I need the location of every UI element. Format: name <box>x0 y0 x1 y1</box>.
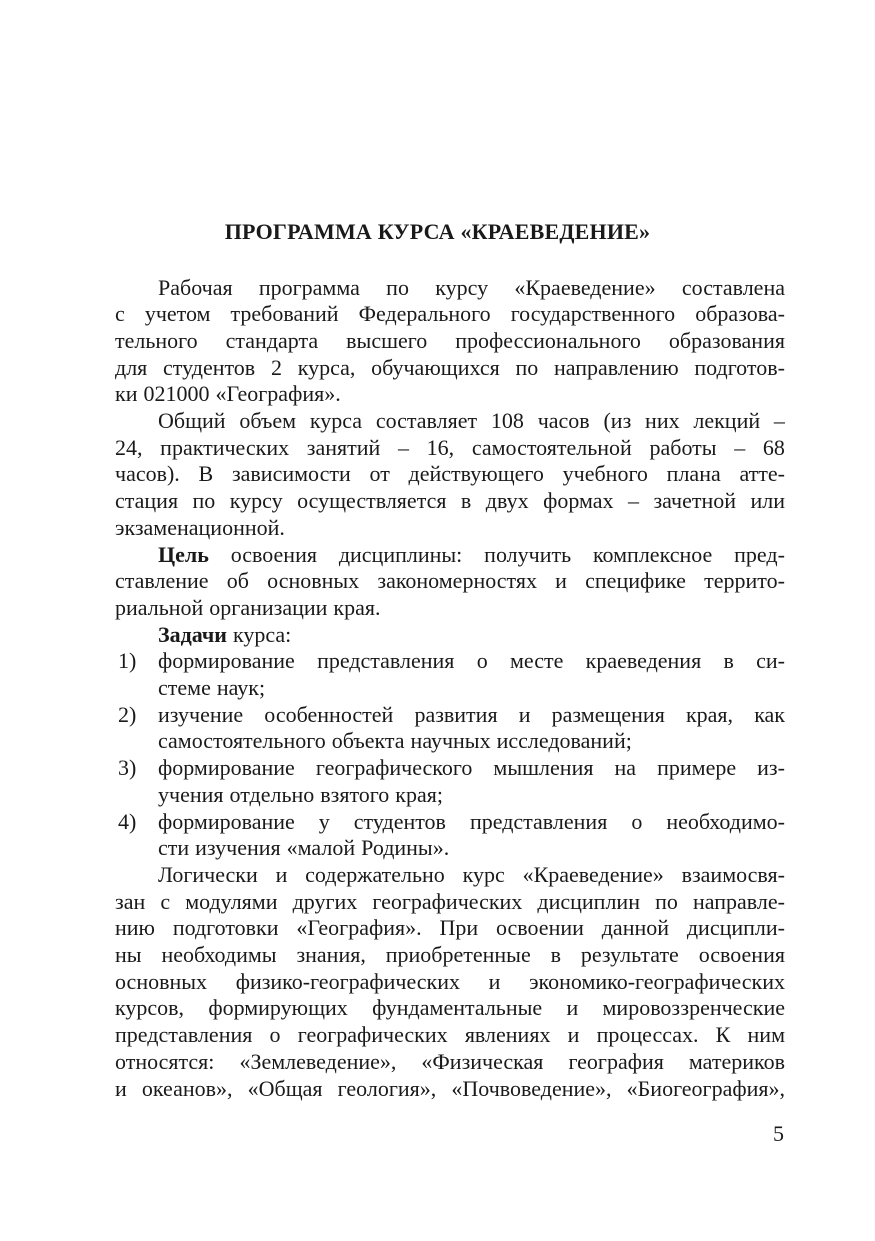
page-number: 5 <box>773 1121 784 1146</box>
text-line <box>115 994 785 1021</box>
text-line <box>158 861 785 888</box>
word: объем <box>239 408 297 433</box>
word: относятся: <box>115 1048 215 1074</box>
word: и <box>567 1022 580 1048</box>
word: – <box>627 488 639 514</box>
word: необходимо- <box>666 808 785 834</box>
word: или <box>750 488 785 514</box>
list-number: 1) <box>118 648 137 674</box>
text-line <box>115 487 785 514</box>
word: образования <box>668 327 785 353</box>
word: профессионального <box>455 327 641 353</box>
word: осуществляется <box>297 488 447 514</box>
word: Родины». <box>361 835 450 861</box>
word: «Физическая <box>421 1048 544 1074</box>
word: закономерностях <box>377 568 537 594</box>
word: си- <box>756 648 785 674</box>
word: них <box>645 408 680 433</box>
word: студентов <box>163 354 256 380</box>
word: в <box>460 488 472 514</box>
word: месте <box>509 648 564 674</box>
word: для <box>115 354 148 380</box>
text-line <box>115 594 785 621</box>
word: «Краеведение» <box>514 274 656 300</box>
word: на <box>614 755 637 781</box>
word: лекций <box>693 408 761 433</box>
text-line <box>115 354 785 381</box>
word: ним <box>747 1022 785 1048</box>
word: Логически <box>158 861 258 887</box>
word: в <box>550 942 561 967</box>
word: краеведения <box>585 648 702 674</box>
word: – <box>397 434 409 460</box>
word: о <box>269 1022 281 1048</box>
word: направлению <box>554 354 679 380</box>
word: самостоятельной <box>471 434 632 460</box>
word: и <box>555 568 567 594</box>
word: высшего <box>346 327 428 353</box>
word: нию <box>115 915 155 941</box>
word: 68 <box>762 434 785 460</box>
word: необходимы <box>161 942 277 967</box>
text-line <box>115 380 785 407</box>
word: курс <box>462 861 505 887</box>
word: атте- <box>739 461 785 487</box>
text-line <box>158 727 785 754</box>
word: в <box>723 648 734 674</box>
word: комплексное <box>592 541 713 567</box>
word: 021000 <box>143 381 210 407</box>
word: и <box>488 968 501 994</box>
text-line <box>115 914 785 941</box>
word: изучение <box>158 701 244 727</box>
word: края, <box>685 701 734 727</box>
word: материков <box>688 1048 785 1074</box>
word: «Краеведение» <box>522 861 664 887</box>
word: подготовки <box>172 915 279 941</box>
word: 108 <box>490 408 524 433</box>
word: Рабочая <box>158 274 233 300</box>
word: о <box>631 808 643 834</box>
word: «Почвоведение», <box>451 1075 612 1101</box>
word: по <box>386 274 409 300</box>
word: формирование <box>158 648 295 674</box>
word: образова- <box>695 301 785 327</box>
word: результате <box>580 942 679 967</box>
word: учения <box>158 781 224 807</box>
word: других <box>292 888 358 914</box>
word: с <box>160 888 171 914</box>
word: взятого <box>320 781 390 807</box>
word: занятий <box>306 434 381 460</box>
word: самостоятельного <box>158 728 326 754</box>
word: организации <box>209 594 328 620</box>
word: исследований; <box>496 728 632 754</box>
word: как <box>754 701 785 727</box>
word: дисципли- <box>686 915 785 941</box>
word: «Общая <box>247 1075 323 1101</box>
word: особенностей <box>264 701 394 727</box>
word: формах <box>543 488 614 514</box>
word: «География». <box>296 915 422 941</box>
word: и <box>518 701 531 727</box>
text-line <box>115 941 785 968</box>
word: тельного <box>115 327 198 353</box>
word: объекта <box>331 728 405 754</box>
word: географических <box>372 888 523 914</box>
word: двух <box>485 488 529 514</box>
word: примере <box>657 755 737 781</box>
word: – <box>773 408 785 433</box>
word: экзаменационной. <box>115 514 285 540</box>
word: основных <box>115 968 208 994</box>
word: террито- <box>704 568 785 594</box>
text-line <box>158 781 785 808</box>
text-line <box>158 274 785 301</box>
word: представления <box>317 648 455 674</box>
word: Общий <box>158 408 226 433</box>
word: мировоззренческие <box>602 995 785 1021</box>
text-line <box>115 434 785 461</box>
word: ны <box>115 942 142 967</box>
word: океанов», <box>141 1075 233 1101</box>
word: модулями <box>185 888 278 914</box>
word: работы <box>649 434 717 460</box>
word: фундаментальные <box>372 995 543 1021</box>
word: края; <box>395 781 443 807</box>
word: учебного <box>562 461 648 487</box>
word: плана <box>666 461 721 487</box>
word: представления <box>115 1022 253 1048</box>
word: программа <box>258 274 360 300</box>
text-line <box>115 1075 785 1102</box>
word: содержательно <box>305 861 445 887</box>
word: «малой <box>286 835 356 861</box>
word: курсу <box>435 274 489 300</box>
word: ки <box>115 381 138 407</box>
word: требований <box>230 301 339 327</box>
word: стация <box>115 488 179 514</box>
word: данной <box>601 915 670 941</box>
word: о <box>476 648 488 674</box>
word: физико-географических <box>235 968 460 994</box>
word: формирующих <box>208 995 348 1021</box>
word: и <box>115 1075 127 1101</box>
word: процессах. <box>596 1022 699 1048</box>
word: студентов <box>353 808 446 834</box>
word: знания, <box>296 942 366 967</box>
word: дисциплины: <box>338 541 463 567</box>
word: географических <box>297 1022 448 1048</box>
word: наук; <box>216 675 266 700</box>
word: развития <box>414 701 498 727</box>
text-line <box>115 514 785 541</box>
word: отдельно <box>229 781 315 807</box>
word: действующего <box>408 461 544 487</box>
word: явлениях <box>464 1022 551 1048</box>
text-line <box>115 888 785 915</box>
word: освоения <box>230 541 317 567</box>
word: часов). <box>115 461 180 487</box>
word: получить <box>484 541 572 567</box>
word: экономико-географических <box>529 968 785 994</box>
text-line <box>118 701 785 728</box>
word: составляет <box>375 408 478 433</box>
word: взаимосвя- <box>681 861 785 887</box>
word: – <box>734 434 746 460</box>
word: освоении <box>495 915 584 941</box>
word: основных <box>267 568 360 594</box>
word: изучения <box>195 835 281 861</box>
word: ставление <box>115 568 209 594</box>
word: курсу <box>229 488 283 514</box>
word: стеме <box>158 675 211 700</box>
text-line <box>118 808 785 835</box>
bold-lead: Цель <box>158 541 209 567</box>
word: по <box>655 888 678 914</box>
text-line <box>115 567 785 594</box>
word: 16, <box>426 434 455 460</box>
word: зависимости <box>231 461 351 487</box>
word: география <box>568 1048 664 1074</box>
word: При <box>439 915 479 941</box>
word: риальной <box>115 594 204 620</box>
word: размещения <box>551 701 665 727</box>
list-number: 3) <box>118 755 137 781</box>
word: К <box>715 1022 731 1048</box>
word: формирование <box>158 755 295 781</box>
word: сти <box>158 835 190 861</box>
word: мышления <box>493 755 594 781</box>
word: 24, <box>115 434 143 460</box>
word: об <box>226 568 249 594</box>
word: курсов, <box>115 995 185 1021</box>
word: «География». <box>215 381 341 407</box>
word: по <box>192 488 216 514</box>
word: учетом <box>144 301 211 327</box>
word: курса <box>309 408 363 433</box>
word: зан <box>115 888 146 914</box>
word: курса, <box>297 354 356 380</box>
text-line <box>115 300 785 327</box>
word: освоения <box>698 942 785 967</box>
word: геология», <box>337 1075 437 1101</box>
text-line <box>115 968 785 995</box>
word: Федерального <box>358 301 491 327</box>
word: подготов- <box>694 354 785 380</box>
text-line <box>115 1021 785 1048</box>
word: «Землеведение», <box>239 1048 397 1074</box>
text-line <box>115 460 785 487</box>
word: составлена <box>681 274 785 300</box>
word: из- <box>757 755 785 781</box>
word: стандарта <box>225 327 319 353</box>
word: обучающихся <box>371 354 500 380</box>
word: по <box>515 354 539 380</box>
text-line <box>158 621 785 648</box>
word: представления <box>469 808 608 834</box>
word: приобретенные <box>385 942 531 967</box>
list-number: 2) <box>118 701 137 727</box>
word: (из <box>603 408 632 433</box>
word: «Биогеография», <box>626 1075 785 1101</box>
word: курса: <box>232 621 292 647</box>
word: географического <box>315 755 473 781</box>
word: с <box>115 301 125 327</box>
text-line <box>158 407 785 434</box>
word: 2 <box>270 354 282 380</box>
text-line <box>118 754 785 781</box>
word: дисциплин <box>537 888 640 914</box>
word: направле- <box>692 888 785 914</box>
word: специфике <box>585 568 686 594</box>
word: у <box>318 808 330 834</box>
word: государственного <box>510 301 676 327</box>
list-number: 4) <box>118 808 137 834</box>
text-line <box>158 541 785 568</box>
word: от <box>369 461 390 487</box>
text-line <box>118 647 785 674</box>
page-title: ПРОГРАММА КУРСА «КРАЕВЕДЕНИЕ» <box>224 219 651 244</box>
word: и <box>275 861 288 887</box>
word: формирование <box>158 808 295 834</box>
word: практических <box>160 434 290 460</box>
bold-lead: Задачи <box>158 621 227 647</box>
word: края. <box>333 594 381 620</box>
word: зачетной <box>653 488 737 514</box>
text-line <box>115 327 785 354</box>
word: и <box>566 995 579 1021</box>
text-line <box>115 1048 785 1075</box>
word: В <box>198 461 214 487</box>
text-line <box>158 674 785 701</box>
word: пред- <box>734 541 785 567</box>
word: часов <box>537 408 590 433</box>
text-line <box>158 834 785 861</box>
word: научных <box>410 728 491 754</box>
